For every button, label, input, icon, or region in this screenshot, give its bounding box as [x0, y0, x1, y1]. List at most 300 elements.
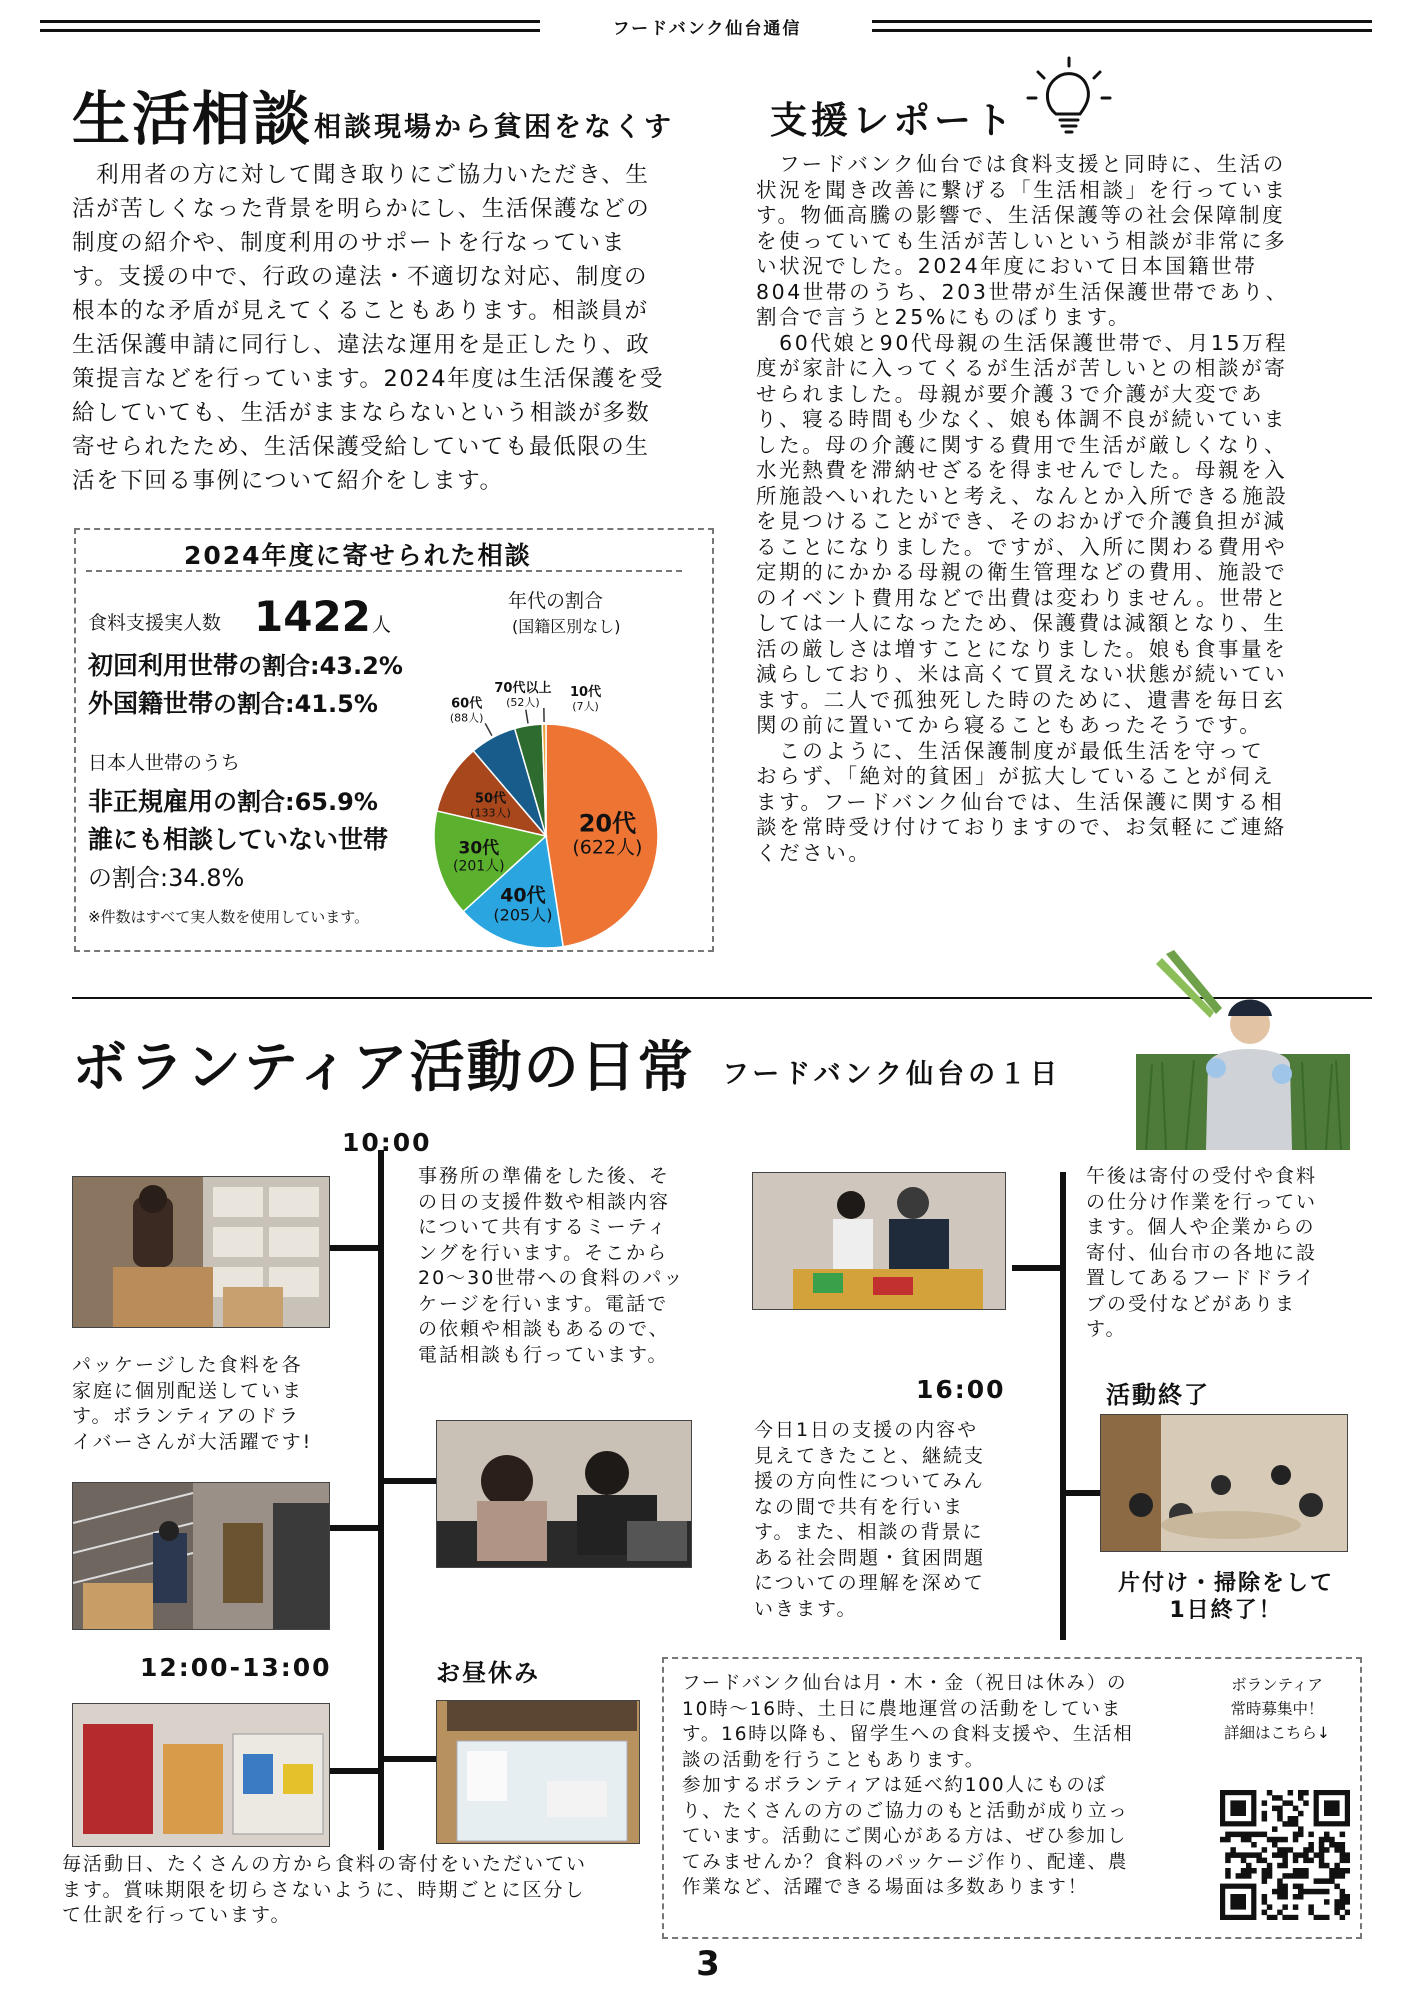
share-line: 見えてきたこと、継続支 — [754, 1444, 986, 1467]
consult-line: 給していても、生活がままならないという相談が多数 — [72, 400, 651, 426]
photo-preparation — [72, 1176, 330, 1328]
qr-module — [1262, 1832, 1268, 1838]
qr-module — [1262, 1816, 1268, 1822]
qr-module — [1329, 1837, 1335, 1843]
qr-module — [1308, 1858, 1314, 1864]
report-line: 状況を聞き改善に繋げる「生活相談」を行っていま — [756, 177, 1288, 202]
qr-module — [1220, 1837, 1226, 1843]
afternoon-line: す。 — [1086, 1318, 1127, 1340]
donation-line: て仕訳を行っています。 — [62, 1904, 292, 1926]
qr-module — [1272, 1837, 1278, 1843]
qr-module — [1319, 1858, 1325, 1864]
pie-leader-6 — [526, 710, 528, 724]
share-line: についての理解を深めて — [754, 1572, 985, 1594]
consult-line: 活を下回る事例について紹介をします。 — [72, 468, 504, 494]
japanese-households-label: 日本人世帯のうち — [88, 752, 241, 774]
qr-module — [1340, 1873, 1346, 1879]
pie-leader-5 — [485, 723, 492, 735]
qr-module — [1303, 1790, 1309, 1796]
header-rule-left-bottom — [40, 29, 540, 32]
qr-module — [1329, 1868, 1335, 1874]
qr-module — [1241, 1868, 1247, 1874]
report-line: を見つけることができ、そのおかげで介護負担が減 — [756, 509, 1287, 533]
qr-module — [1236, 1852, 1242, 1858]
delivery-line: イバーさんが大活躍です! — [72, 1430, 313, 1453]
food-support-unit: 人 — [372, 614, 392, 636]
qr-code[interactable] — [1220, 1790, 1350, 1920]
foreign-value: の割合:41.5% — [213, 690, 378, 718]
share-line: いきます。 — [754, 1597, 858, 1620]
qr-module — [1262, 1894, 1268, 1900]
pie-label-4: 50代 — [474, 791, 507, 807]
timeline-tick-photo3 — [330, 1768, 384, 1774]
report-line: フードバンク仙台では食料支援と同時に、生活の — [756, 152, 1286, 176]
join-line: 参加するボランティアは延べ約100人にものぼ — [682, 1775, 1107, 1796]
consult-subtitle: 相談現場から貧困をなくす — [314, 112, 674, 143]
qr-module — [1282, 1858, 1288, 1864]
join-line: 10時〜16時、土日に農地運営の活動をしていま — [682, 1698, 1122, 1720]
qr-module — [1298, 1889, 1304, 1895]
qr-module — [1262, 1899, 1268, 1905]
foreign-label: 外国籍世帯 — [88, 689, 214, 718]
pie-label-2: 40代 — [500, 884, 546, 907]
qr-module — [1298, 1868, 1304, 1874]
page-number: 3 — [696, 1944, 720, 1984]
morning-line: 20〜30世帯への食料のパッ — [418, 1267, 685, 1289]
first-time-value: の割合:43.2% — [238, 652, 403, 680]
qr-module — [1246, 1832, 1252, 1838]
timeline-tick-photo4 — [384, 1478, 438, 1484]
share-line: ある社会問題・貧困問題 — [754, 1546, 986, 1569]
qr-module — [1324, 1899, 1330, 1905]
qr-module — [1293, 1821, 1299, 1827]
qr-module — [1308, 1904, 1314, 1910]
delivery-line: 家庭に個別配送していま — [72, 1379, 304, 1402]
qr-module — [1282, 1884, 1288, 1890]
qr-module — [1334, 1899, 1340, 1905]
qr-module — [1334, 1868, 1340, 1874]
donation-description — [62, 1852, 652, 1929]
qr-module — [1262, 1873, 1268, 1879]
pie-label-6: 70代以上 — [494, 680, 552, 696]
morning-line: ケージを行います。電話で — [418, 1292, 669, 1315]
timeline-tick-photo5 — [384, 1756, 438, 1762]
qr-module — [1340, 1832, 1346, 1838]
qr-module — [1236, 1832, 1242, 1838]
qr-module — [1277, 1894, 1283, 1900]
qr-module — [1345, 1858, 1350, 1864]
qr-module — [1288, 1873, 1294, 1879]
pie-label-1: 20代 — [578, 809, 637, 838]
qr-module — [1303, 1847, 1309, 1853]
qr-module — [1319, 1915, 1325, 1920]
qr-module — [1345, 1868, 1350, 1874]
qr-module — [1298, 1790, 1304, 1796]
consult-line: 生活保護申請に同行し、違法な運用を是正したり、政 — [72, 332, 651, 358]
qr-module — [1329, 1878, 1335, 1884]
consult-line: 制度の紹介や、制度利用のサポートを行なっていま — [72, 230, 626, 256]
lunch-break: お昼休み — [436, 1659, 540, 1687]
delivery-line: パッケージした食料を各 — [72, 1354, 303, 1376]
qr-module — [1262, 1868, 1268, 1874]
join-line: 作業など、活躍できる場面は多数あります！ — [682, 1877, 1089, 1898]
qr-module — [1293, 1915, 1299, 1920]
qr-module — [1308, 1910, 1314, 1916]
qr-module — [1262, 1847, 1268, 1853]
qr-module — [1241, 1837, 1247, 1843]
pie-label-3: 30代 — [458, 838, 500, 859]
timeline-bar-left — [378, 1150, 384, 1850]
qr-module — [1262, 1878, 1268, 1884]
report-line: 804世帯のうち、203世帯が生活保護世帯であり、 — [756, 279, 1289, 304]
qr-module — [1256, 1832, 1262, 1838]
qr-module — [1319, 1847, 1325, 1853]
qr-module — [1272, 1806, 1278, 1812]
join-line: す。16時以降も、留学生への食料支援や、生活相 — [682, 1724, 1134, 1745]
report-line: 割合で言うと25%にものぼります。 — [756, 305, 1132, 329]
qr-module — [1293, 1873, 1299, 1879]
qr-module — [1230, 1847, 1236, 1853]
qr-module — [1340, 1915, 1346, 1920]
afternoon-description — [1086, 1164, 1364, 1343]
qr-module — [1272, 1915, 1278, 1920]
qr-module — [1324, 1915, 1330, 1920]
consult-line: す。支援の中で、行政の違法・不適切な対応、制度の — [72, 264, 649, 290]
qr-module — [1225, 1852, 1231, 1858]
qr-module — [1314, 1889, 1320, 1895]
qr-module — [1251, 1832, 1257, 1838]
report-line: 所施設へいれたいと考え、なんとか入所できる施設 — [756, 483, 1289, 508]
qr-module — [1282, 1915, 1288, 1920]
qr-module — [1340, 1842, 1346, 1848]
morning-line: 事務所の準備をした後、そ — [418, 1165, 671, 1187]
qr-module — [1329, 1842, 1335, 1848]
cleanup-line: 片付け・掃除をして — [1117, 1571, 1334, 1596]
photo-donations — [72, 1703, 330, 1847]
qr-module — [1329, 1873, 1335, 1879]
time-1600: 16:00 — [916, 1375, 1006, 1404]
time-1000: 10:00 — [342, 1128, 432, 1157]
qr-module — [1288, 1821, 1294, 1827]
afternoon-line: の仕分け作業を行ってい — [1086, 1190, 1318, 1213]
consult-line: 寄せられたため、生活保護受給していても最低限の生 — [72, 434, 650, 460]
qr-module — [1267, 1790, 1273, 1796]
report-line: 定期的にかかる母親の衛生管理などの費用、施設で — [756, 560, 1288, 584]
qr-module — [1262, 1910, 1268, 1916]
report-line: り、寝る時間も少なく、娘も体調不良が続いていま — [756, 407, 1287, 431]
qr-module — [1267, 1863, 1273, 1869]
photo-meeting — [436, 1420, 692, 1568]
qr-module — [1251, 1868, 1257, 1874]
morning-line: の日の支援件数や相談内容 — [418, 1190, 671, 1213]
report-line: 関の前に置いてから寝ることもあったそうです。 — [756, 713, 1263, 737]
qr-module — [1267, 1904, 1273, 1910]
qr-module — [1225, 1858, 1231, 1864]
report-line: す。物価高騰の影響で、生活保護等の社会保障制度 — [756, 203, 1286, 227]
stats-title-underline — [86, 570, 682, 572]
report-line: しては一人になったため、保護費は減額となり、生 — [756, 611, 1287, 635]
timeline-tick-photo1 — [330, 1245, 384, 1251]
photo-sorting — [752, 1172, 1006, 1310]
join-line: フードバンク仙台は月・木・金（祝日は休み）の — [682, 1673, 1128, 1694]
qr-module — [1314, 1915, 1320, 1920]
qr-module — [1277, 1884, 1283, 1890]
qr-module — [1324, 1832, 1330, 1838]
stats-note: ※件数はすべて実人数を使用しています。 — [88, 908, 370, 926]
pie-subtitle: (国籍区別なし) — [512, 617, 621, 636]
qr-module — [1334, 1884, 1340, 1890]
qr-module — [1277, 1863, 1283, 1869]
report-title: 支援レポート — [770, 99, 1016, 142]
pie-count-4: (133人) — [470, 806, 511, 820]
qr-module — [1267, 1915, 1273, 1920]
food-support-label: 食料支援実人数 — [88, 612, 222, 634]
qr-module — [1298, 1852, 1304, 1858]
qr-module — [1282, 1800, 1288, 1806]
qr-module — [1288, 1816, 1294, 1822]
qr-module — [1303, 1858, 1309, 1864]
qr-module — [1293, 1816, 1299, 1822]
pie-label-7: 10代 — [569, 685, 602, 701]
qr-module — [1308, 1832, 1314, 1838]
join-line: てみませんか？食料のパッケージ作り、配達、農 — [682, 1851, 1129, 1873]
qr-module — [1277, 1847, 1283, 1853]
afternoon-line: 午後は寄付の受付や食料 — [1086, 1165, 1318, 1187]
qr-module — [1340, 1899, 1346, 1905]
qr-module — [1298, 1795, 1304, 1801]
morning-line: 電話相談も行っています。 — [418, 1343, 669, 1366]
join-line: 談の活動を行うこともあります。 — [682, 1749, 986, 1771]
no-consult-label: 誰にも相談していない世帯 — [88, 825, 389, 854]
report-line: ます。二人で孤独死した時のために、遺書を毎日玄 — [756, 687, 1286, 712]
qr-module — [1308, 1889, 1314, 1895]
recruit-line: 詳細はこちら↓ — [1224, 1724, 1330, 1742]
qr-module — [1324, 1889, 1330, 1895]
qr-module — [1277, 1852, 1283, 1858]
cleanup-line: 1日終了！ — [1169, 1598, 1283, 1623]
qr-module — [1298, 1832, 1304, 1838]
qr-module — [1293, 1894, 1299, 1900]
qr-module — [1293, 1884, 1299, 1890]
qr-module — [1340, 1868, 1346, 1874]
qr-module — [1345, 1852, 1350, 1858]
qr-module — [1282, 1904, 1288, 1910]
qr-module — [1256, 1852, 1262, 1858]
qr-module — [1230, 1852, 1236, 1858]
delivery-line: す。ボランティアのドラ — [72, 1405, 300, 1427]
report-line: を使っていても生活が苦しいという相談が非常に多 — [756, 228, 1288, 253]
qr-module — [1288, 1847, 1294, 1853]
qr-module — [1334, 1904, 1340, 1910]
qr-module — [1293, 1904, 1299, 1910]
qr-module — [1293, 1837, 1299, 1843]
qr-module — [1319, 1852, 1325, 1858]
qr-module — [1319, 1878, 1325, 1884]
report-body — [756, 152, 1360, 866]
food-support-value: 1422 — [254, 592, 371, 641]
report-line: 活の厳しさは増すことになりました。娘も食事量を — [756, 636, 1288, 661]
qr-module — [1324, 1863, 1330, 1869]
timeline-bar-right — [1060, 1172, 1066, 1640]
pie-label-5: 60代 — [451, 696, 483, 712]
qr-module — [1334, 1842, 1340, 1848]
qr-module — [1345, 1910, 1350, 1916]
qr-module — [1272, 1842, 1278, 1848]
delivery-description — [72, 1353, 342, 1455]
qr-module — [1314, 1852, 1320, 1858]
qr-module — [1298, 1894, 1304, 1900]
report-line: ください。 — [756, 840, 872, 865]
qr-module — [1267, 1868, 1273, 1874]
stats-box — [74, 528, 714, 952]
lightbulb-icon — [1024, 54, 1114, 144]
qr-module — [1277, 1795, 1283, 1801]
donation-line: 毎活動日、たくさんの方から食料の寄付をいただいてい — [62, 1853, 588, 1875]
report-line: 水光熱費を滞納せざるを得ませんでした。母親を入 — [756, 458, 1288, 482]
header-rule-right-top — [872, 20, 1372, 23]
qr-module — [1319, 1863, 1325, 1869]
no-consult-value: の割合:34.8% — [88, 864, 245, 892]
farmer-photo — [1136, 944, 1350, 1150]
morning-description — [418, 1164, 718, 1368]
qr-module — [1303, 1873, 1309, 1879]
qr-finder — [1230, 1894, 1246, 1910]
qr-module — [1288, 1915, 1294, 1920]
recruit-note — [1204, 1673, 1350, 1745]
qr-module — [1340, 1858, 1346, 1864]
cleanup-description — [1096, 1570, 1356, 1624]
qr-module — [1230, 1832, 1236, 1838]
volunteer-title: ボランティア活動の日常 — [72, 1035, 695, 1099]
qr-module — [1246, 1837, 1252, 1843]
consult-body — [72, 158, 722, 498]
qr-module — [1293, 1806, 1299, 1812]
qr-module — [1334, 1863, 1340, 1869]
activity-end-title: 活動終了 — [1106, 1381, 1210, 1409]
qr-module — [1282, 1863, 1288, 1869]
qr-module — [1288, 1790, 1294, 1796]
qr-module — [1246, 1852, 1252, 1858]
pie-count-6: (52人) — [506, 695, 540, 709]
qr-module — [1225, 1873, 1231, 1879]
qr-module — [1303, 1800, 1309, 1806]
qr-module — [1246, 1873, 1252, 1879]
qr-module — [1282, 1873, 1288, 1879]
timeline-tick-photo6 — [1012, 1265, 1066, 1271]
recruit-line: ボランティア — [1231, 1676, 1323, 1694]
volunteer-subtitle: フードバンク仙台の１日 — [722, 1059, 1062, 1090]
qr-module — [1293, 1852, 1299, 1858]
morning-line: について共有するミーティ — [418, 1216, 669, 1238]
qr-module — [1334, 1847, 1340, 1853]
consult-line: 根本的な矛盾が見えてくることもあります。相談員が — [72, 298, 649, 324]
report-line: せられました。母親が要介護３で介護が大変であ — [756, 381, 1265, 406]
time-1200-1300: 12:00-13:00 — [140, 1653, 332, 1682]
recruit-line: 常時募集中！ — [1230, 1700, 1324, 1718]
qr-module — [1308, 1842, 1314, 1848]
qr-module — [1340, 1847, 1346, 1853]
join-line: り、たくさんの方のご協力のもと活動が成り立っ — [682, 1800, 1129, 1822]
consult-title: 生活相談 — [72, 85, 313, 153]
photo-lunch-box — [436, 1700, 640, 1844]
qr-module — [1272, 1826, 1278, 1832]
qr-module — [1324, 1878, 1330, 1884]
qr-module — [1340, 1904, 1346, 1910]
newsletter-title: フードバンク仙台通信 — [612, 19, 802, 39]
qr-module — [1272, 1795, 1278, 1801]
join-description — [682, 1671, 1182, 1901]
qr-module — [1319, 1889, 1325, 1895]
pie-title: 年代の割合 — [508, 590, 604, 612]
share-line: 援の方向性についてみん — [754, 1470, 985, 1492]
afternoon-line: 寄付、仙台市の各地に設 — [1086, 1241, 1318, 1264]
stats-title: 2024年度に寄せられた相談 — [184, 541, 532, 570]
timeline-tick-photo2 — [330, 1525, 384, 1531]
qr-module — [1282, 1847, 1288, 1853]
pie-count-5: (88人) — [449, 711, 484, 725]
qr-module — [1340, 1889, 1346, 1895]
pie-count-3: (201人) — [453, 858, 505, 875]
qr-module — [1324, 1847, 1330, 1853]
qr-module — [1303, 1852, 1309, 1858]
qr-module — [1324, 1837, 1330, 1843]
qr-module — [1282, 1852, 1288, 1858]
join-line: ています。活動にご関心がある方は、ぜひ参加し — [682, 1826, 1128, 1847]
share-line: なの間で共有を行いま — [754, 1495, 965, 1518]
qr-module — [1241, 1832, 1247, 1838]
qr-module — [1319, 1842, 1325, 1848]
qr-finder — [1324, 1800, 1340, 1816]
irregular-value: の割合:65.9% — [213, 788, 378, 816]
pie-count-7: (7人) — [572, 700, 599, 714]
report-line: 60代娘と90代母親の生活保護世帯で、月15万程 — [756, 330, 1289, 355]
report-line: おらず、「絶対的貧困」が拡大していることが伺え — [756, 764, 1276, 788]
qr-module — [1251, 1842, 1257, 1848]
qr-module — [1288, 1800, 1294, 1806]
qr-module — [1277, 1878, 1283, 1884]
qr-module — [1308, 1847, 1314, 1853]
qr-module — [1256, 1858, 1262, 1864]
sharing-description — [754, 1418, 1024, 1622]
report-line: ます。フードバンク仙台では、生活保護に関する相 — [756, 789, 1285, 814]
qr-module — [1293, 1858, 1299, 1864]
pie-count-2: (205人) — [493, 905, 553, 925]
donation-line: ます。賞味期限を切らさないように、時期ごとに区分し — [62, 1878, 586, 1901]
qr-module — [1225, 1837, 1231, 1843]
afternoon-line: ます。個人や企業からの — [1086, 1216, 1316, 1238]
qr-module — [1298, 1811, 1304, 1817]
qr-module — [1277, 1837, 1283, 1843]
photo-closing-meeting — [1100, 1414, 1348, 1552]
morning-line: ングを行います。そこから — [418, 1241, 669, 1264]
qr-module — [1272, 1889, 1278, 1895]
qr-module — [1340, 1894, 1346, 1900]
qr-module — [1277, 1806, 1283, 1812]
report-line: 談を常時受け付けておりますので、お気軽にご連絡 — [756, 815, 1287, 839]
qr-module — [1225, 1868, 1231, 1874]
header-rule-right-bottom — [872, 29, 1372, 32]
first-time-ratio — [88, 646, 403, 682]
qr-module — [1267, 1873, 1273, 1879]
afternoon-line: ブの受付などがありま — [1086, 1292, 1297, 1315]
qr-module — [1282, 1821, 1288, 1827]
report-line: ることになりました。ですが、入所に関わる費用や — [756, 534, 1288, 559]
qr-module — [1334, 1873, 1340, 1879]
report-line: した。母の介護に関する費用で生活が厳しくなり、 — [756, 432, 1288, 457]
consult-line: 策提言などを行っています。2024年度は生活保護を受 — [72, 366, 665, 392]
qr-module — [1303, 1889, 1309, 1895]
qr-module — [1246, 1868, 1252, 1874]
